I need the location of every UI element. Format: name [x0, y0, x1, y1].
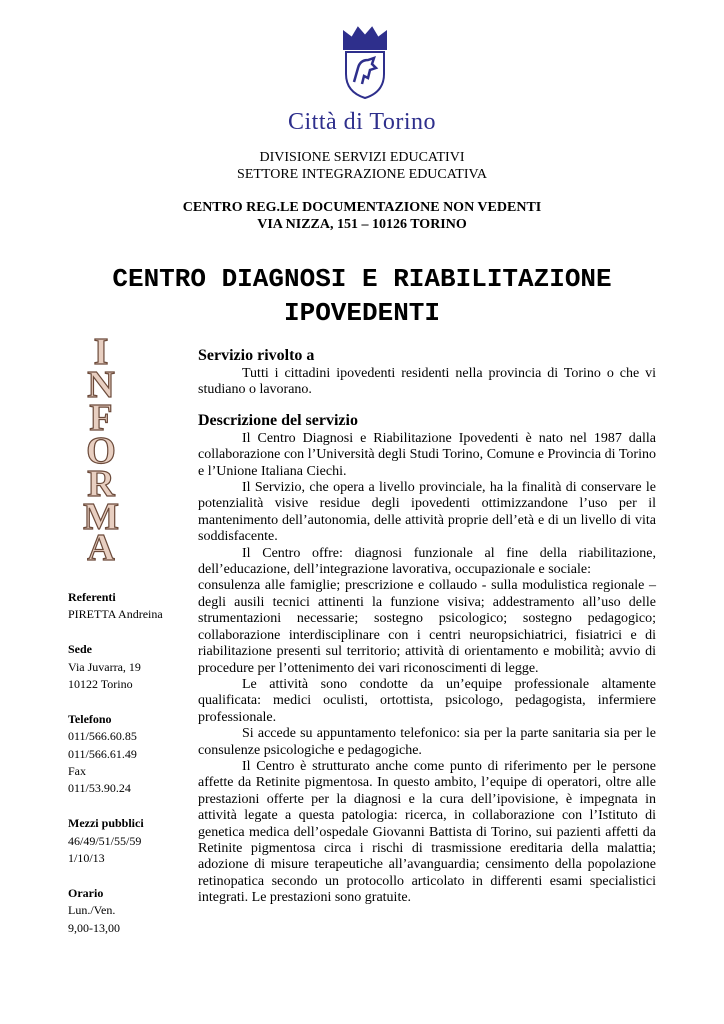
- section-title-descrizione: Descrizione del servizio: [198, 411, 358, 429]
- division-line: DIVISIONE SERVIZI EDUCATIVI: [259, 150, 465, 165]
- paragraph-history: Il Centro Diagnosi e Riabilitazione Ipovedenti è nato nel 1987 dalla collaborazione con l’Università degli Studi Torino, Comune e Provincia di Torino e l’Unione Italiana Ciechi.: [198, 430, 656, 479]
- fax-value: 011/53.90.24: [68, 781, 131, 796]
- referenti-label: Referenti: [68, 590, 116, 604]
- telefono-label: Telefono: [68, 711, 112, 726]
- orario-days: Lun./Ven.: [68, 903, 116, 918]
- informa-letter: N: [87, 364, 115, 406]
- page-title-line1: CENTRO DIAGNOSI E RIABILITAZIONE: [112, 264, 612, 294]
- informa-letter: M: [83, 496, 119, 538]
- informa-letter: F: [89, 397, 113, 439]
- paragraph-team: Le attività sono condotte da un’equipe professionale altamente qualificata: medici oculisti, ortottista, psicologo, pedagogista, infermiere professionale.: [198, 676, 656, 725]
- sector-line: SETTORE INTEGRAZIONE EDUCATIVA: [237, 167, 487, 182]
- paragraph-retinite: Il Centro è strutturato anche come punto di riferimento per le persone affette da Retinite pigmentosa. In questo ambito, l’equipe di operatori, oltre alle prestazioni offerte per la diagnosi e la cura dell’ipovisione, è impegnata in attività legate a questa patologia: ricerca, in collaborazione con l’Istituto di genetica medica dell’ospedale Giovanni Battista di Torino, sui pazienti affetti da Retinite pigmentosa circa i rischi di trasmissione ereditaria della malattia; adozione di misure terapeutiche all’avanguardia; censimento della popolazione retinopatica secondo un protocollo articolato in differenti esami specialistici integrati. Le prestazioni sono gratuite.: [198, 758, 656, 906]
- address-line: VIA NIZZA, 151 – 10126 TORINO: [257, 217, 467, 232]
- orario-label: Orario: [68, 885, 104, 900]
- telefono-2: 011/566.61.49: [68, 746, 137, 761]
- informa-letter: O: [86, 430, 116, 472]
- page-title: [0, 262, 724, 330]
- section-text-servizio-rivolto: Tutti i cittadini ipovedenti residenti nella provincia di Torino o che vi studiano o lavorano.: [198, 366, 656, 398]
- fax-label: Fax: [68, 764, 86, 779]
- informa-letter: I: [93, 331, 109, 373]
- main-content: [198, 346, 656, 907]
- sede-street: Via Juvarra, 19: [68, 659, 141, 674]
- orario-hours: 9,00-13,00: [68, 920, 120, 935]
- paragraph-access: Si accede su appuntamento telefonico: sia per la parte sanitaria sia per le consulenze psicologiche e pedagogiche.: [198, 726, 656, 758]
- mezzi-pubblici-lines: 46/49/51/55/59: [68, 833, 142, 848]
- city-name-logotype: Città di Torino: [287, 109, 437, 135]
- section-title-servizio-rivolto: Servizio rivolto a: [198, 347, 315, 364]
- paragraph-offer: Il Centro offre: diagnosi funzionale al fine della riabilitazione, dell’educazione, dell’integrazione lavorativa, occupazionale e sociale:: [198, 545, 656, 578]
- paragraph-offer-list: consulenza alle famiglie; prescrizione e collaudo - sulla modulistica regionale – degli ausili tecnici attinenti la funzione visiva; addestramento all’uso delle strumentazioni necessarie; sostegno psicologico; sostegno pedagogico; collaborazione interdisciplinare con i centri neuropsichiatrici, fisiatrici e di riabilitazione presenti sul territorio; attività di orientamento e mobilità; avvio di procedure per l’ottenimento dei vari riconoscimenti di legge.: [198, 578, 656, 676]
- page-title-line2: IPOVEDENTI: [283, 298, 441, 328]
- informa-letter: R: [87, 463, 115, 505]
- paragraph-purpose: Il Servizio, che opera a livello provinciale, ha la finalità di conservare le potenzialità visive residue degli ipovedenti ottimizzandone l’uso per il mantenimento dell’autonomia, delle attività proprie dell’età e di un livello di vita soddisfacente.: [198, 480, 656, 545]
- contact-sidebar: [68, 589, 183, 937]
- informa-letter: A: [87, 527, 115, 562]
- city-coat-of-arms-logo: [330, 22, 400, 100]
- telefono-1: 011/566.60.85: [68, 729, 137, 744]
- sede-label: Sede: [68, 642, 92, 657]
- referenti-value: PIRETTA Andreina: [68, 607, 163, 622]
- mezzi-pubblici-label: Mezzi pubblici: [68, 816, 144, 831]
- sede-city: 10122 Torino: [68, 677, 133, 692]
- mezzi-pubblici-extra: 1/10/13: [68, 851, 105, 866]
- centre-line: CENTRO REG.LE DOCUMENTAZIONE NON VEDENTI: [182, 200, 542, 215]
- informa-decorative-word: [62, 330, 140, 562]
